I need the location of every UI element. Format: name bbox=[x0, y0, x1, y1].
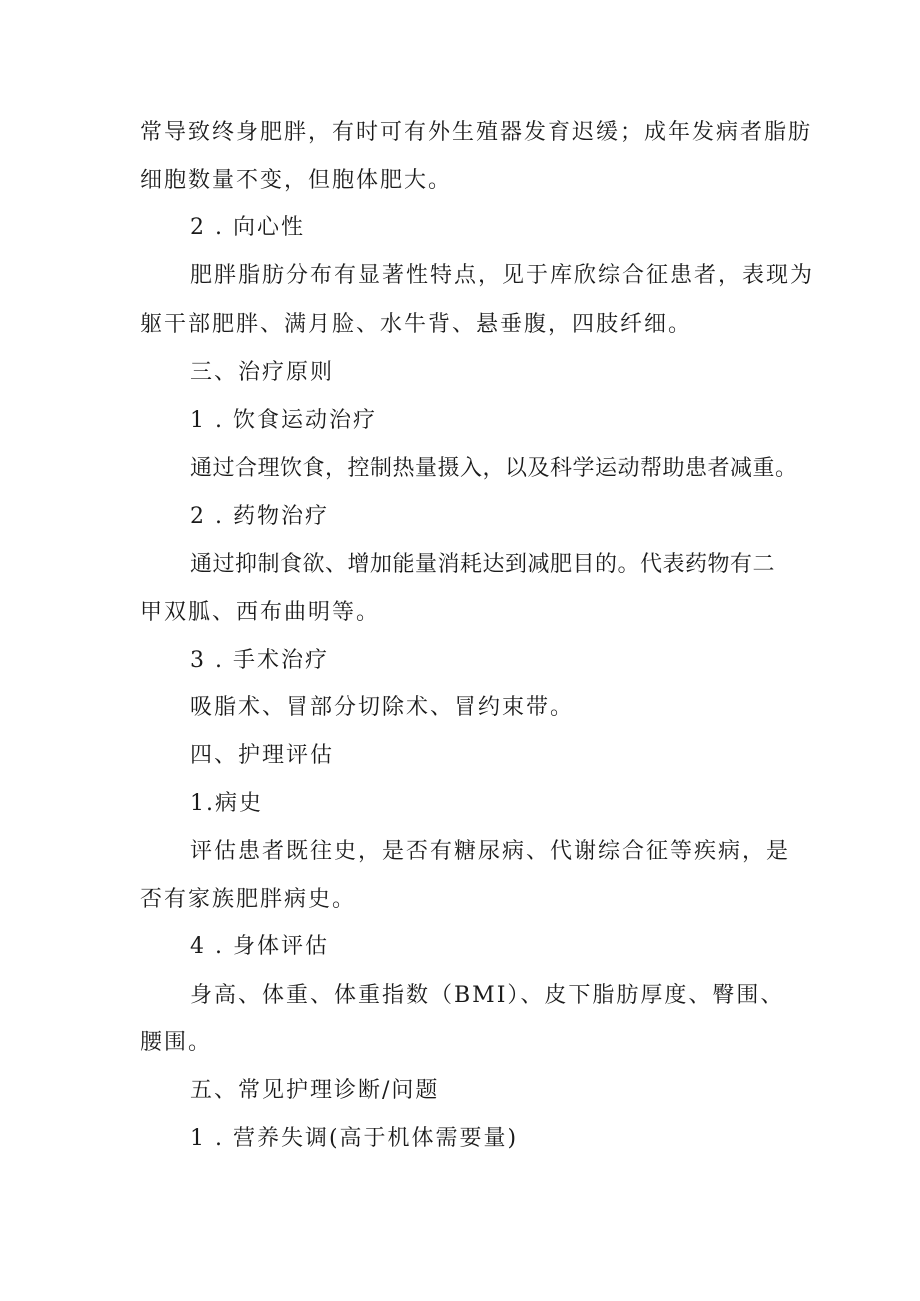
text-line: 身高、体重、体重指数（BMI）、皮下脂肪厚度、臀围、 bbox=[190, 983, 785, 1008]
section-subheading: 4 . 身体评估 bbox=[190, 934, 329, 959]
text-line: 肥胖脂肪分布有显著性特点，见于库欣综合征患者，表现为 bbox=[190, 263, 815, 288]
text-line: 躯干部肥胖、满月脸、水牛背、悬垂腹，四肢纤细。 bbox=[140, 312, 693, 337]
section-subheading: 3 . 手术治疗 bbox=[190, 648, 329, 673]
text-line: 评估患者既往史，是否有糖尿病、代谢综合征等疾病，是 bbox=[190, 839, 791, 864]
section-subheading: 2 . 向心性 bbox=[190, 215, 305, 240]
section-subheading: 2 . 药物治疗 bbox=[190, 504, 329, 529]
text-line: 通过抑制食欲、增加能量消耗达到减肥目的。代表药物有二 bbox=[190, 552, 776, 577]
text-line: 甲双胍、西布曲明等。 bbox=[140, 600, 381, 625]
text-line: 腰围。 bbox=[140, 1030, 213, 1055]
text-line: 细胞数量不变，但胞体肥大。 bbox=[140, 168, 453, 193]
text-line: 吸脂术、冒部分切除术、冒约束带。 bbox=[190, 695, 575, 720]
section-subheading: 1 . 饮食运动治疗 bbox=[190, 408, 377, 433]
section-heading: 五、常见护理诊断/问题 bbox=[190, 1078, 440, 1103]
text-line: 通过合理饮食，控制热量摄入，以及科学运动帮助患者减重。 bbox=[190, 456, 798, 481]
section-heading: 四、护理评估 bbox=[190, 743, 335, 768]
section-subheading: 1.病史 bbox=[190, 791, 263, 816]
section-subheading: 1 . 营养失调(高于机体需要量) bbox=[190, 1126, 519, 1151]
text-line: 否有家族肥胖病史。 bbox=[140, 887, 357, 912]
text-line: 常导致终身肥胖，有时可有外生殖器发育迟缓；成年发病者脂肪 bbox=[140, 120, 813, 145]
section-heading: 三、治疗原则 bbox=[190, 360, 335, 385]
